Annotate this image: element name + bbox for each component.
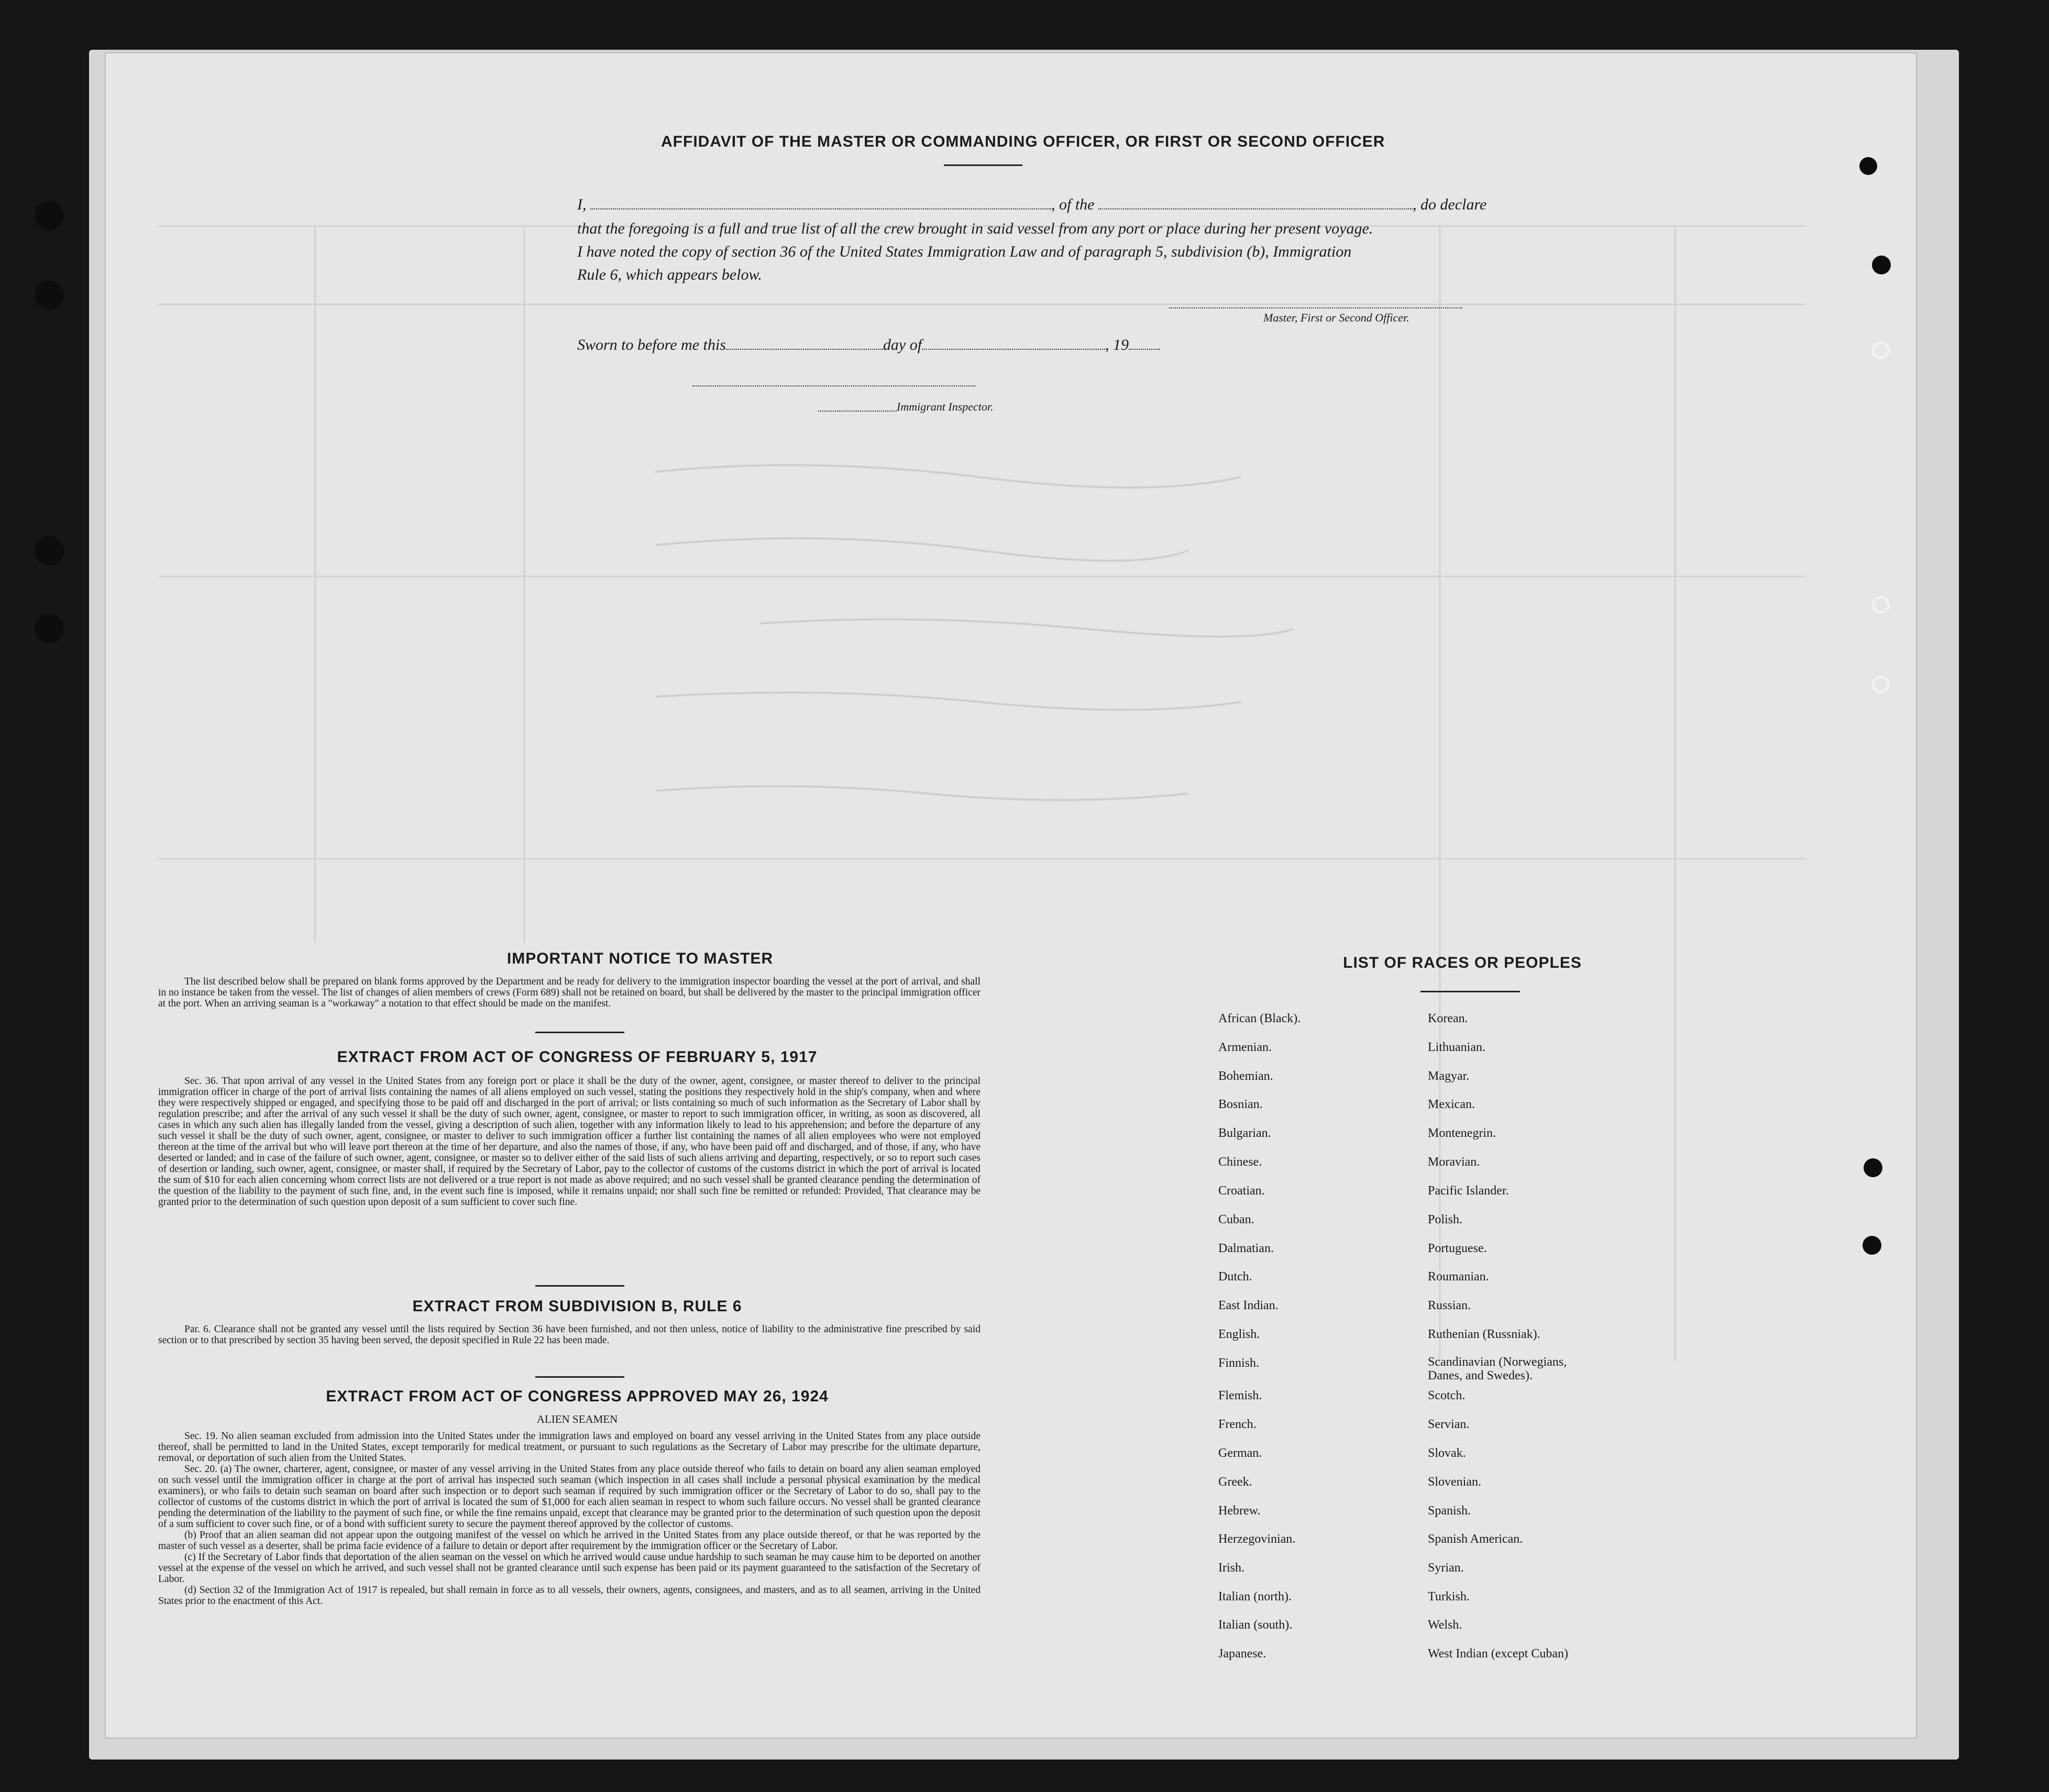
sworn-text: Sworn to before me this — [577, 336, 726, 353]
extract-1924-title: EXTRACT FROM ACT OF CONGRESS APPROVED MAY 26, 1924 — [326, 1388, 829, 1405]
inspector-dotted-line — [818, 411, 897, 412]
sworn-month-blank[interactable] — [922, 339, 1105, 350]
notice-rule — [535, 1032, 624, 1033]
rule6-paragraph: Par. 6. Clearance shall not be granted any vessel until the lists required by Section 36 have been furnished, and not then unless, notice of liability to the administrative fine prescribed by said section or to that prescribed by section 35 having been served, the deposit specified in Rule 22 has been made. — [158, 1324, 981, 1346]
affidavit-line-4: Rule 6, which appears below. — [577, 266, 762, 283]
master-signature-line[interactable] — [1169, 307, 1462, 308]
punch-hole — [1872, 256, 1891, 274]
race-item: Dutch. — [1218, 1270, 1252, 1284]
affidavit-line-1 — [577, 196, 1588, 214]
notice-text — [158, 976, 981, 1009]
sec20d-paragraph: (d) Section 32 of the Immigration Act of 1917 is repealed, but shall remain in force as to all vessels, their owners, agents, consignees, and masters, and as to all seamen, arriving in the United States prior to the enactment of this Act. — [158, 1585, 981, 1607]
name-blank[interactable] — [590, 199, 1051, 209]
extract-1924-text — [158, 1431, 981, 1607]
extract-1917-paragraph: Sec. 36. That upon arrival of any vessel in the United States from any foreign port or place it shall be the duty of the owner, agent, consignee, or master thereof to deliver to the principal immigration officer in charge of the port of arrival lists containing the names of all aliens employed on such vessel, stating the positions they respectively hold in the ship's company, when and where they were respectively shipped or engaged, and specifying those to be paid off and discharged in the port of arrival; or lists containing so much of such information as the Secretary of Labor shall by regulation prescribe; and after the arrival of any such vessel it shall be the duty of such owner, agent, consignee, or master to report to such immigration officer, in writing, as soon as discovered, all cases in which any such alien has illegally landed from the vessel, giving a description of such alien, together with any information likely to lead to his apprehension; and before the departure of any such vessel it shall be the duty of such owner, agent, consignee, or master to deliver to such immigration officer a further list containing the names of all alien employees who were not employed thereon at the time of the arrival but who will leave port thereon at the time of her departure, and also the names of those, if any, who have been paid off and discharged, and of those, if any, who have deserted or landed; and in case of the failure of such owner, agent, consignee, or master so to deliver either of the said lists of such aliens arriving and departing, respectively, or so to report such cases of desertion or landing, such owner, agent, consignee, or master shall, if required by the Secretary of Labor, pay to the collector of customs of the customs district in which the port of arrival is located the sum of $10 for each alien concerning whom correct lists are not delivered or a true report is not made as above required; and no such vessel shall be granted clearance pending the determination of the question of the liability to the payment of such fine, and, in the event such fine is imposed, while it remains unpaid; nor shall such fine be remitted or refunded: Provided, That clearance may be granted prior to the determination of such question upon deposit of a sum sufficient to cover such fine. — [158, 1076, 981, 1208]
punch-hole — [1864, 1158, 1882, 1177]
race-item: Portuguese. — [1428, 1242, 1487, 1255]
race-item: Spanish. — [1428, 1504, 1471, 1518]
sec20b-paragraph: (b) Proof that an alien seaman did not appear upon the outgoing manifest of the vessel on which he arrived in the United States from any place outside thereof, or that he was reported by the master of such vessel as a deserter, shall be prima facie evidence of a failure to detain or deport after requirement by the immigration officer or the Secretary of Labor. — [158, 1530, 981, 1552]
extract-1917-text — [158, 1076, 981, 1208]
race-item: Bulgarian. — [1218, 1126, 1271, 1140]
affidavit-line-2: that the foregoing is a full and true list of all the crew brought in said vessel from any port or place during her present voyage. — [577, 220, 1373, 237]
race-item: Lithuanian. — [1428, 1041, 1485, 1054]
sworn-year: , 19 — [1105, 336, 1129, 353]
race-item: Servian. — [1428, 1418, 1470, 1431]
punch-hole — [35, 281, 64, 310]
punch-hole — [35, 614, 64, 643]
race-item: Syrian. — [1428, 1561, 1464, 1575]
master-label: Master, First or Second Officer. — [1263, 311, 1409, 324]
race-item: French. — [1218, 1418, 1257, 1431]
races-right-column — [1428, 1011, 1648, 1702]
race-item: Italian (south). — [1218, 1618, 1293, 1632]
affidavit-do-declare: , do declare — [1413, 196, 1487, 213]
affidavit-title: AFFIDAVIT OF THE MASTER OR COMMANDING OFFICER, OR FIRST OR SECOND OFFICER — [661, 133, 1385, 150]
punch-hole — [35, 536, 64, 566]
binder-ring — [1872, 676, 1890, 693]
race-item: Scandinavian (Norwegians, Danes, and Swedes). — [1428, 1355, 1567, 1382]
race-item: Croatian. — [1218, 1184, 1265, 1198]
alien-seamen-heading: ALIEN SEAMEN — [536, 1413, 618, 1425]
races-left-column — [1218, 1011, 1428, 1702]
race-item: Russian. — [1428, 1299, 1471, 1312]
punch-hole — [1863, 1236, 1881, 1255]
rule6-text — [158, 1324, 981, 1346]
notice-title: IMPORTANT NOTICE TO MASTER — [506, 950, 774, 967]
race-item: Scotch. — [1428, 1389, 1466, 1402]
sec20a-paragraph: Sec. 20. (a) The owner, charterer, agent, consignee, or master of any vessel arriving in the United States from any place outside thereof who fails to detain on board any alien seaman employed on such vessel until the immigration officer in charge at the port of arrival has inspected such seaman (which inspection in all cases shall include a personal physical examination by the medical examiners), or who fails to detain such seaman on board after such inspection or to deport such seaman if required by such immigration officer or the Secretary of Labor to do so, shall pay to the collector of customs of the customs district in which the port of arrival is located the sum of $1,000 for each alien seaman in respect to whom such failure occurs. No vessel shall be granted clearance pending the determination of the liability to the payment of such fine, or while the fine remains unpaid, except that clearance may be granted prior to the determination of such question upon the deposit of a sum sufficient to cover such fine, or of a bond with sufficient surety to secure the payment thereof approved by the collector of customs. — [158, 1464, 981, 1530]
rule6-rule — [535, 1376, 624, 1378]
races-title: LIST OF RACES OR PEOPLES — [1343, 954, 1582, 971]
race-item: Hebrew. — [1218, 1504, 1261, 1518]
affidavit-line-3: I have noted the copy of section 36 of the United States Immigration Law and of paragraph 5, subdivision (b), Immigration — [577, 243, 1352, 260]
sworn-year-blank[interactable] — [1129, 339, 1160, 350]
extract-1917-rule — [535, 1285, 624, 1287]
sworn-day-of: day of — [883, 336, 922, 353]
race-item: Pacific Islander. — [1428, 1184, 1509, 1198]
race-item: Korean. — [1428, 1012, 1468, 1025]
race-item: Bosnian. — [1218, 1098, 1263, 1111]
race-item: Chinese. — [1218, 1155, 1262, 1169]
manifest-page — [105, 52, 1917, 1739]
race-item: Polish. — [1428, 1213, 1463, 1226]
race-item: Irish. — [1218, 1561, 1244, 1575]
sworn-day-blank[interactable] — [726, 339, 883, 350]
race-item: Mexican. — [1428, 1098, 1475, 1111]
race-item: Herzegovinian. — [1218, 1532, 1296, 1546]
race-item: Japanese. — [1218, 1647, 1266, 1661]
race-item: Welsh. — [1428, 1618, 1462, 1632]
sec20c-paragraph: (c) If the Secretary of Labor finds that deportation of the alien seaman on the vessel on which he arrived would cause undue hardship to such seaman he may cause him to be deported on another vessel at the expense of the vessel on which he arrived, and such vessel shall not be granted clearance until such expense has been paid or its payment guaranteed to the satisfaction of the Secretary of Labor. — [158, 1552, 981, 1585]
race-item: Montenegrin. — [1428, 1126, 1496, 1140]
inspector-label: Immigrant Inspector. — [897, 400, 994, 413]
race-item: Slovenian. — [1428, 1475, 1481, 1489]
title-rule — [944, 164, 1022, 166]
sec19-paragraph: Sec. 19. No alien seaman excluded from admission into the United States under the immigration laws and employed on board any vessel arriving in the United States from any place outside thereof, shall be permitted to land in the United States, except temporarily for medical treatment, or pursuant to such regulations as the Secretary of Labor may prescribe for the ultimate departure, removal, or deportation of such alien from the United States. — [158, 1431, 981, 1464]
race-item: Flemish. — [1218, 1389, 1262, 1402]
race-item: Slovak. — [1428, 1446, 1466, 1460]
race-item: African (Black). — [1218, 1012, 1301, 1025]
sworn-line — [577, 336, 1588, 354]
race-item: Ruthenian (Russniak). — [1428, 1328, 1540, 1341]
race-item: German. — [1218, 1446, 1262, 1460]
race-item: West Indian (except Cuban) — [1428, 1647, 1568, 1661]
race-item: Finnish. — [1218, 1356, 1260, 1370]
punch-hole — [35, 201, 64, 230]
race-item: Roumanian. — [1428, 1270, 1489, 1284]
rule6-title: EXTRACT FROM SUBDIVISION B, RULE 6 — [412, 1298, 742, 1315]
race-item: Magyar. — [1428, 1069, 1470, 1083]
vessel-blank[interactable] — [1098, 199, 1413, 209]
race-item: Moravian. — [1428, 1155, 1480, 1169]
race-item: Greek. — [1218, 1475, 1252, 1489]
inspector-signature-line[interactable] — [692, 385, 975, 386]
race-item: East Indian. — [1218, 1299, 1279, 1312]
race-item: Bohemian. — [1218, 1069, 1273, 1083]
race-item: Turkish. — [1428, 1590, 1470, 1603]
binder-ring — [1872, 596, 1890, 614]
extract-1917-title: EXTRACT FROM ACT OF CONGRESS OF FEBRUARY 5, 1917 — [337, 1048, 818, 1066]
race-item: English. — [1218, 1328, 1260, 1341]
race-item: Dalmatian. — [1218, 1242, 1274, 1255]
punch-hole — [1859, 157, 1877, 175]
notice-paragraph: The list described below shall be prepared on blank forms approved by the Department and be ready for delivery to the immigration inspector boarding the vessel at the port of arrival, and shall in no instance be taken from the vessel. The list of changes of alien members of crews (Form 689) shall not be retained on board, but shall be delivered by the master to the principal immigration officer at the port. When an arriving seaman is a "workaway" a notation to that effect should be made on the manifest. — [158, 976, 981, 1009]
races-rule — [1420, 991, 1520, 992]
binder-ring — [1872, 341, 1890, 359]
affidavit-of-the: , of the — [1051, 196, 1095, 213]
race-item: Spanish American. — [1428, 1532, 1523, 1546]
affidavit-i: I, — [577, 196, 587, 213]
race-item: Italian (north). — [1218, 1590, 1292, 1603]
race-item: Cuban. — [1218, 1213, 1254, 1226]
race-item: Armenian. — [1218, 1041, 1272, 1054]
